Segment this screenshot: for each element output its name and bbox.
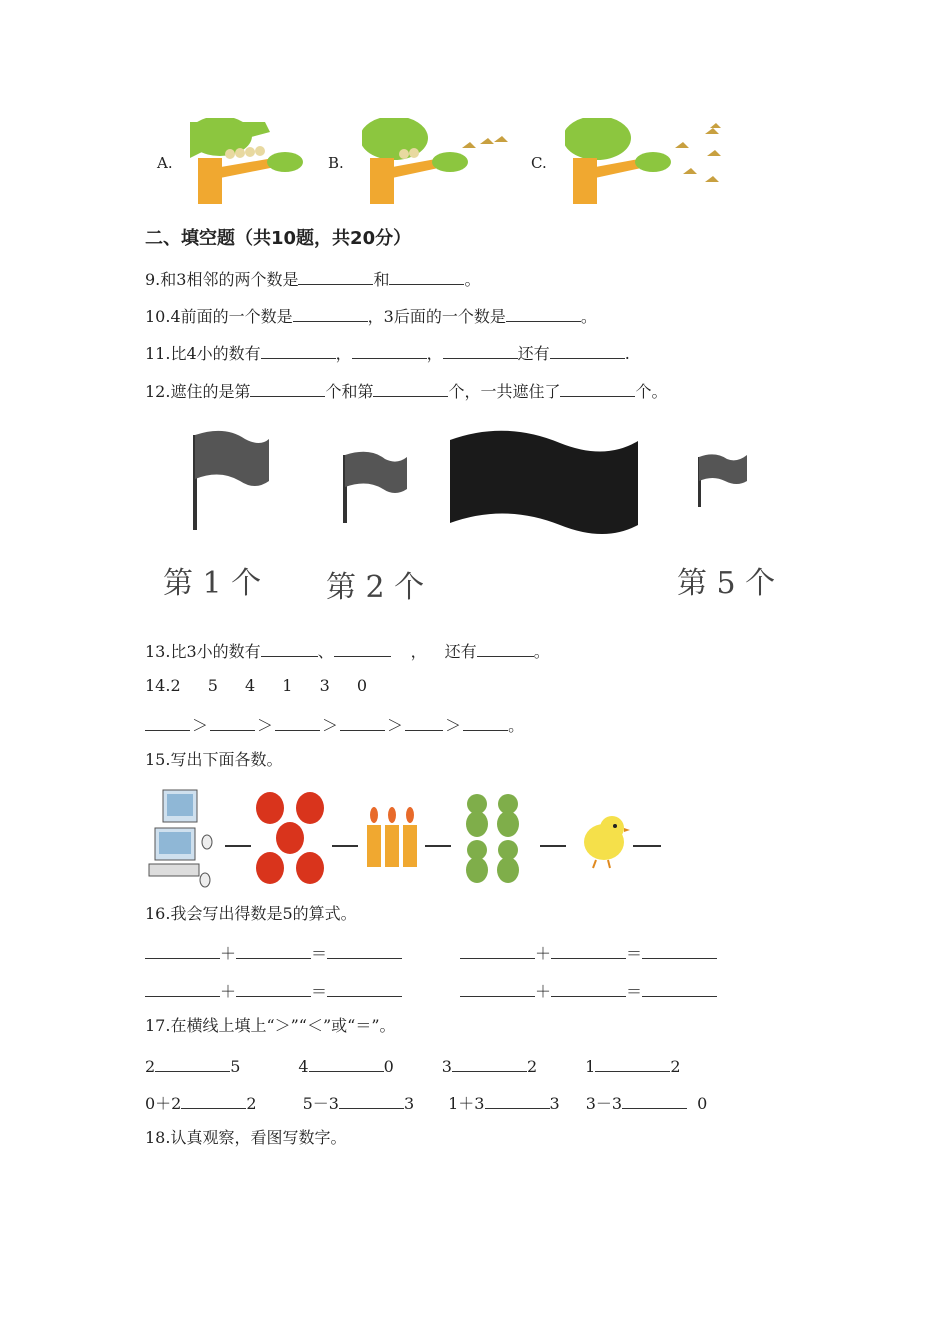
q17-value: 0 [383, 1057, 394, 1076]
q14-number: 0 [356, 676, 368, 695]
q13-blank-1[interactable] [261, 639, 318, 657]
q17-value: 3 [403, 1094, 415, 1113]
q13-text-a: 13.比3小的数有 [145, 642, 261, 661]
q16-blank[interactable] [642, 941, 717, 959]
q14-blank-3[interactable] [275, 713, 320, 731]
q17-value: 0＋2 [145, 1094, 182, 1113]
flags-image [185, 425, 765, 545]
q13-text-e: 。 [533, 642, 550, 661]
q17-value: 0 [697, 1094, 708, 1113]
q17-blank[interactable] [452, 1054, 527, 1072]
q10-blank-2[interactable] [506, 304, 581, 322]
greater-than-sign: ＞ [387, 716, 404, 735]
q17-value: 1＋3 [448, 1094, 485, 1113]
question-12 [145, 379, 668, 402]
q17-value: 5－3 [302, 1094, 339, 1113]
q16-blank[interactable] [642, 979, 717, 997]
q14-blank-4[interactable] [340, 713, 385, 731]
q11-text-a: 11.比4小的数有 [145, 344, 261, 363]
q16-blank[interactable] [460, 979, 535, 997]
q16-equation-row-2 [145, 979, 402, 1002]
q11-text-d: 还有 [517, 344, 550, 363]
q12-text-d: 个。 [635, 382, 668, 401]
q9-blank-1[interactable] [298, 267, 373, 285]
tree-birds-image-b [362, 118, 517, 206]
q17-blank[interactable] [339, 1091, 404, 1109]
q13-text-c: ， [410, 642, 427, 661]
question-9 [145, 267, 480, 290]
q14-end: 。 [508, 716, 525, 735]
candles-image [365, 805, 420, 867]
chick-image [570, 806, 632, 870]
section-title: 二、填空题（共10题，共20分） [145, 228, 412, 249]
q17-blank[interactable] [622, 1091, 687, 1109]
equals-sign: ＝ [626, 944, 643, 963]
q17-value: 2 [246, 1094, 257, 1113]
question-15-title: 15.写出下面各数。 [145, 750, 283, 769]
q12-blank-3[interactable] [560, 379, 635, 397]
q17-value: 3－3 [585, 1094, 623, 1113]
greater-than-sign: ＞ [257, 716, 274, 735]
q16-equation-row-1 [145, 941, 402, 964]
q12-blank-2[interactable] [373, 379, 448, 397]
q12-text-b: 个和第 [325, 382, 374, 401]
greater-than-sign: ＞ [192, 716, 209, 735]
q11-blank-2[interactable] [352, 341, 427, 359]
q16-blank[interactable] [236, 941, 311, 959]
q16-blank[interactable] [551, 941, 626, 959]
q13-text-d: 还有 [444, 642, 477, 661]
q17-blank[interactable] [181, 1091, 246, 1109]
q17-value: 2 [670, 1057, 681, 1076]
q16-blank[interactable] [145, 941, 220, 959]
option-a-label: A. [157, 154, 173, 172]
q12-blank-1[interactable] [250, 379, 325, 397]
q13-blank-2[interactable] [334, 639, 391, 657]
q14-number: 4 [245, 676, 256, 695]
q16-blank[interactable] [327, 941, 402, 959]
question-13 [145, 639, 550, 662]
lanterns-image [252, 790, 330, 888]
q14-blank-2[interactable] [210, 713, 255, 731]
q10-text-c: 。 [580, 307, 597, 326]
q14-blank-5[interactable] [405, 713, 443, 731]
q17-value: 4 [298, 1057, 309, 1076]
q10-text-a: 10.4前面的一个数是 [145, 307, 293, 326]
q14-blank-6[interactable] [463, 713, 508, 731]
q16-blank[interactable] [145, 979, 220, 997]
q16-blank[interactable] [460, 941, 535, 959]
q17-row-1 [145, 1054, 681, 1077]
option-c-label: C. [531, 154, 547, 172]
q11-text-b: ， [335, 344, 352, 363]
q16-blank[interactable] [551, 979, 626, 997]
q15-answer-line-3[interactable] [425, 845, 451, 847]
plus-sign: ＋ [535, 982, 552, 1001]
q9-text-c: 。 [464, 270, 481, 289]
q15-answer-line-2[interactable] [332, 845, 358, 847]
q14-number: 3 [319, 676, 330, 695]
q15-answer-line-5[interactable] [633, 845, 661, 847]
q16-blank[interactable] [327, 979, 402, 997]
computers-image [145, 788, 225, 888]
q9-text-a: 9.和3相邻的两个数是 [145, 270, 299, 289]
q17-value: 1 [585, 1057, 596, 1076]
q11-text-c: ， [426, 344, 443, 363]
q16-equation-row-2b [460, 979, 717, 1002]
q12-text-a: 12.遮住的是第 [145, 382, 251, 401]
equals-sign: ＝ [311, 944, 328, 963]
plus-sign: ＋ [220, 944, 237, 963]
flag-caption-1: 第 1 个 [163, 566, 262, 601]
q13-text-b: 、 [317, 642, 334, 661]
question-14 [145, 676, 367, 696]
q11-text-e: . [624, 344, 630, 363]
q14-blank-1[interactable] [145, 713, 190, 731]
equals-sign: ＝ [626, 982, 643, 1001]
equals-sign: ＝ [311, 982, 328, 1001]
question-11 [145, 341, 630, 364]
tree-birds-image-a [190, 118, 310, 206]
q10-text-b: ，3后面的一个数是 [367, 307, 506, 326]
q14-number: 5 [207, 676, 218, 695]
question-16-title: 16.我会写出得数是5的算式。 [145, 904, 357, 923]
greater-than-sign: ＞ [445, 716, 462, 735]
q17-value: 3 [441, 1057, 452, 1076]
q17-blank[interactable] [595, 1054, 670, 1072]
q15-answer-line-4[interactable] [540, 845, 566, 847]
q16-equation-row-1b [460, 941, 717, 964]
q17-value: 3 [549, 1094, 560, 1113]
q11-blank-3[interactable] [443, 341, 518, 359]
bears-image [462, 792, 524, 884]
q17-row-2 [145, 1091, 707, 1114]
plus-sign: ＋ [220, 982, 237, 1001]
question-10 [145, 304, 597, 327]
q9-blank-2[interactable] [389, 267, 464, 285]
flag-caption-2: 第 2 个 [326, 570, 425, 605]
option-b-label: B. [328, 154, 344, 172]
tree-birds-image-c [565, 118, 725, 206]
q17-value: 2 [526, 1057, 538, 1076]
q10-blank-1[interactable] [293, 304, 368, 322]
q17-blank[interactable] [309, 1054, 384, 1072]
q11-blank-4[interactable] [550, 341, 625, 359]
q16-blank[interactable] [236, 979, 311, 997]
question-14-answer-row [145, 713, 524, 736]
plus-sign: ＋ [535, 944, 552, 963]
q17-value: 5 [230, 1057, 241, 1076]
q13-blank-3[interactable] [477, 639, 534, 657]
q17-value: 2 [145, 1057, 156, 1076]
q15-answer-line-1[interactable] [225, 845, 251, 847]
q12-text-c: 个，一共遮住了 [448, 382, 561, 401]
q17-blank[interactable] [155, 1054, 230, 1072]
q14-number: 1 [282, 676, 293, 695]
q11-blank-1[interactable] [261, 341, 336, 359]
question-18-title: 18.认真观察，看图写数字。 [145, 1128, 347, 1147]
q17-blank[interactable] [485, 1091, 550, 1109]
q14-label: 14.2 [145, 676, 181, 695]
q9-text-b: 和 [373, 270, 390, 289]
greater-than-sign: ＞ [322, 716, 339, 735]
question-17-title: 17.在横线上填上“＞”“＜”或“＝”。 [145, 1016, 396, 1035]
flag-caption-5: 第 5 个 [677, 566, 776, 601]
